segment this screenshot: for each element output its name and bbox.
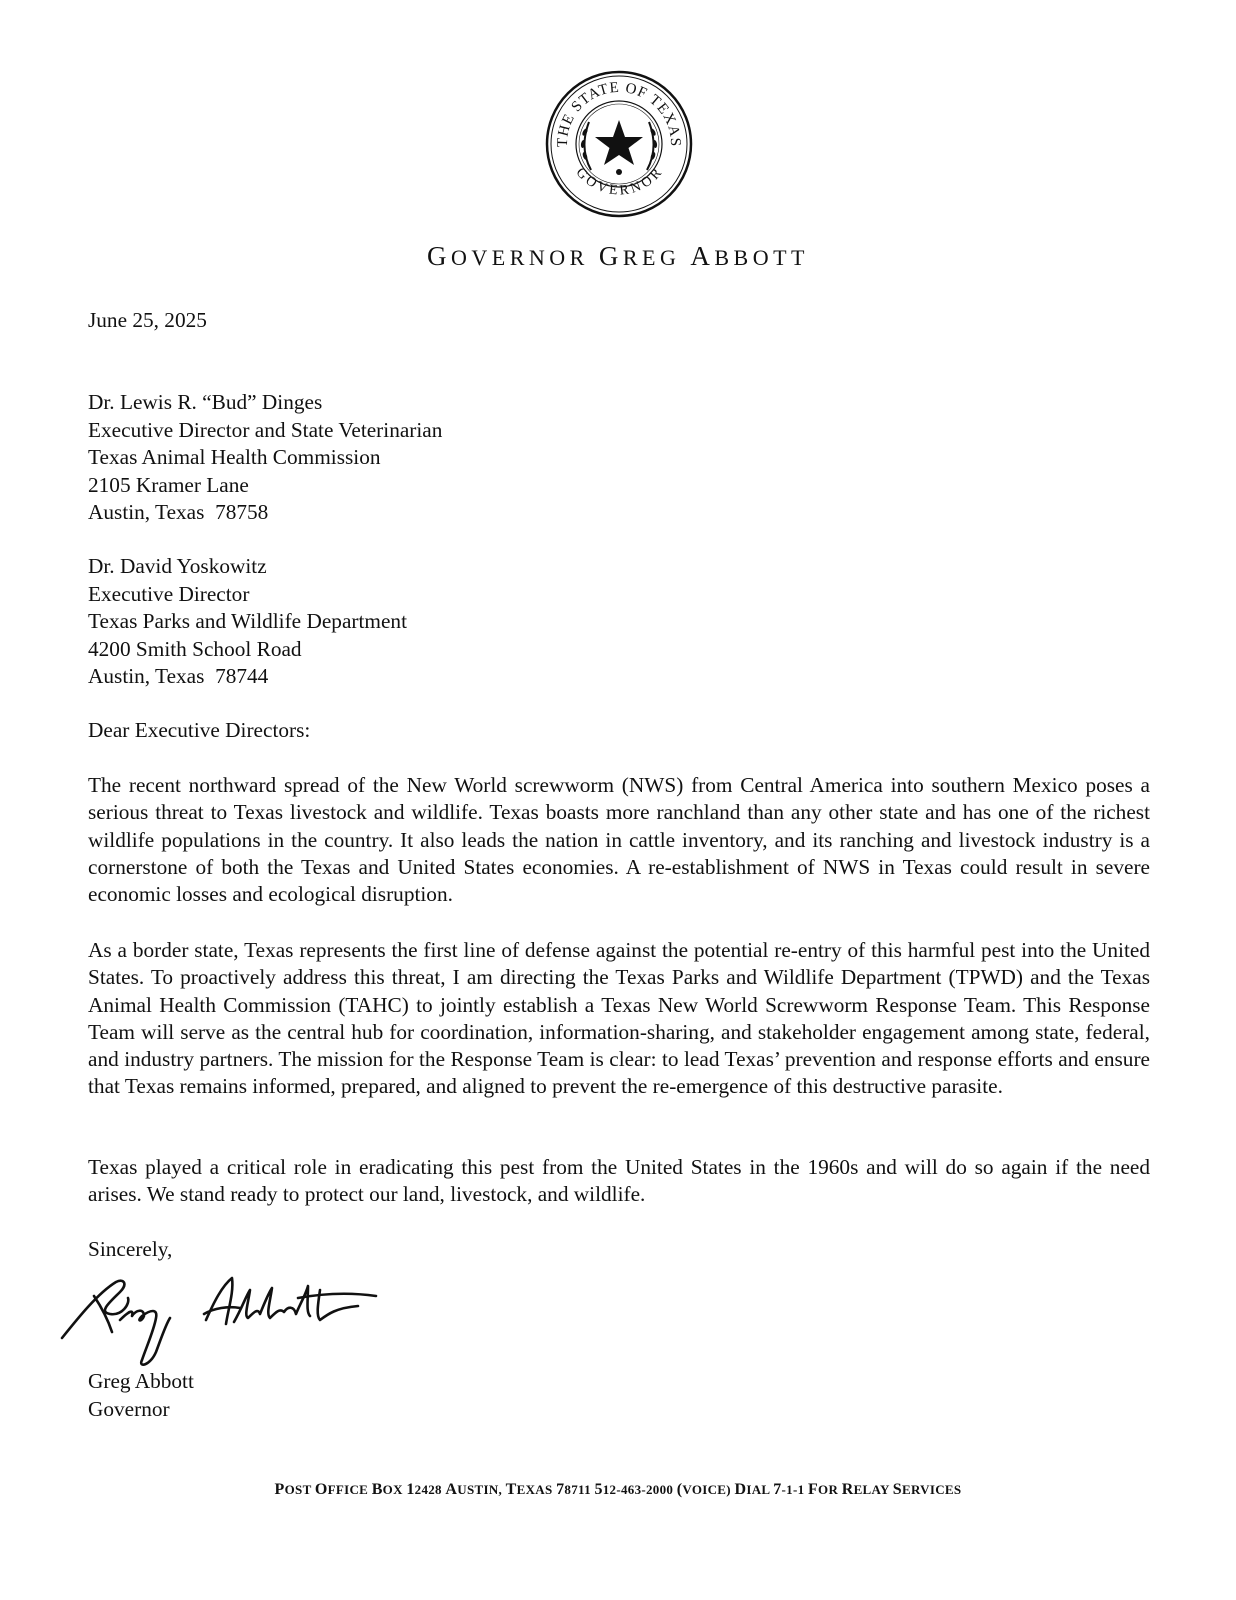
signer-block — [88, 1368, 194, 1423]
recipient-address-1 — [88, 389, 442, 527]
footer-text: POST OFFICE BOX 12428 AUSTIN, TEXAS 78711 512-463-2000 (VOICE) DIAL 7-1-1 FOR RELAY SERVICES — [274, 1481, 962, 1498]
closing: Sincerely, — [88, 1237, 173, 1261]
recipient-address-2 — [88, 553, 407, 691]
svg-text:THE STATE OF TEXAS: THE STATE OF TEXAS — [554, 79, 684, 148]
recipient-2-line: Executive Director — [88, 581, 250, 606]
body-paragraph: Texas played a critical role in eradicating this pest from the United States in the 1960s and will do so again if the need arises. We stand ready to protect our land, livestock, and wildlife. — [88, 1155, 1150, 1207]
handwritten-signature — [58, 1268, 388, 1373]
letterhead-title — [0, 241, 1236, 272]
recipient-1-line: Austin, Texas 78758 — [88, 500, 269, 524]
signer-title: Governor — [88, 1396, 170, 1421]
recipient-1-line: 2105 Kramer Lane — [88, 472, 249, 497]
recipient-2-line: 4200 Smith School Road — [88, 636, 302, 661]
recipient-2-line: Dr. David Yoskowitz — [88, 554, 267, 578]
recipient-2-line: Austin, Texas 78744 — [88, 664, 269, 688]
body-paragraph: As a border state, Texas represents the first line of defense against the potential re-entry of this harmful pest into the United States. To proactively address this threat, I am directing the Texas Parks and Wildlife Department (TPWD) and the Texas Animal Health Commission (TAHC) to jointly establish a Texas New World Screwworm Response Team. This Response Team will serve as the central hub for coordination, information-sharing, and stakeholder engagement among state, federal, and industry partners. The mission for the Response Team is clear: to lead Texas’ prevention and response efforts and ensure that Texas remains informed, prepared, and aligned to prevent the re-emergence of this destructive parasite. — [88, 938, 1150, 1099]
salutation: Dear Executive Directors: — [88, 718, 311, 742]
signer-name: Greg Abbott — [88, 1369, 194, 1393]
body-paragraph: The recent northward spread of the New World screwworm (NWS) from Central America into southern Mexico poses a serious threat to Texas livestock and wildlife. Texas boasts more ranchland than any other state and has one of the richest wildlife populations in the country. It also leads the nation in cattle inventory, and its ranching and livestock industry is a cornerstone of both the Texas and United States economies. A re-establishment of NWS in Texas could result in severe economic losses and ecological disruption. — [88, 773, 1150, 907]
texas-governor-seal-icon — [545, 70, 693, 218]
recipient-1-line: Executive Director and State Veterinarian — [88, 417, 443, 442]
recipient-1-line: Texas Animal Health Commission — [88, 445, 381, 469]
recipient-2-line: Texas Parks and Wildlife Department — [88, 609, 407, 633]
letterhead-name: GOVERNOR GREG ABBOTT — [427, 241, 809, 271]
svg-text:GOVERNOR: GOVERNOR — [572, 165, 666, 199]
letter-date: June 25, 2025 — [88, 308, 207, 332]
letter-footer — [0, 1481, 1236, 1499]
recipient-1-line: Dr. Lewis R. “Bud” Dinges — [88, 390, 323, 414]
